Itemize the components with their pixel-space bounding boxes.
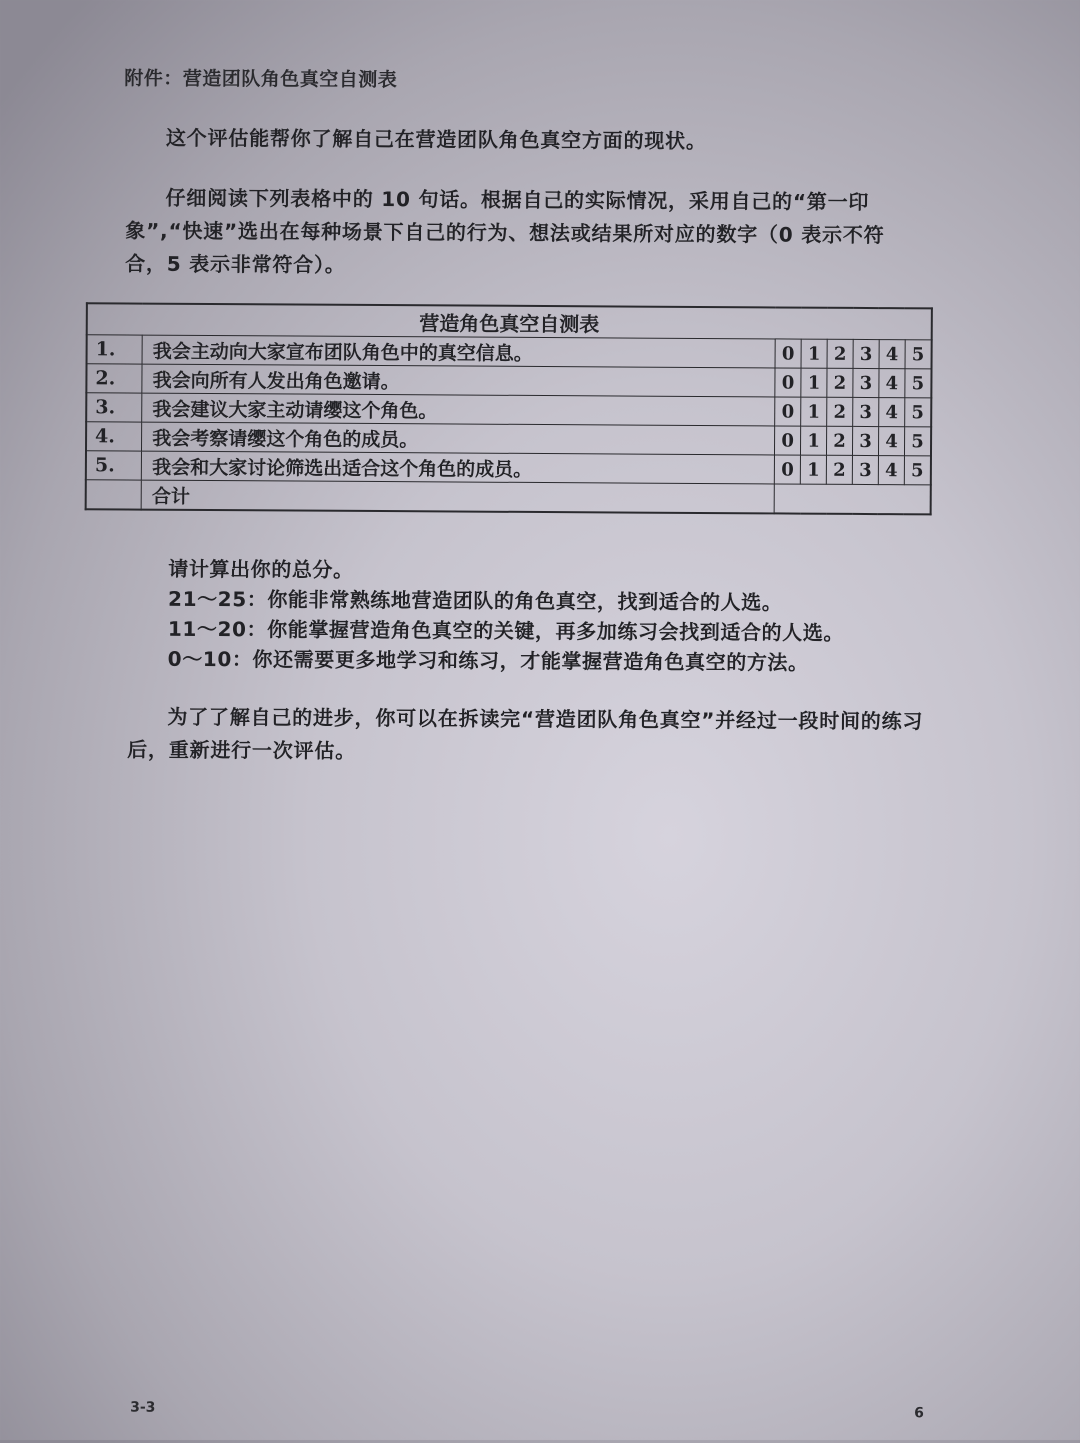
score-option-0[interactable]: 0 — [774, 455, 800, 484]
score-option-4[interactable]: 4 — [879, 340, 905, 369]
score-option-1[interactable]: 1 — [801, 368, 827, 397]
score-option-5[interactable]: 5 — [904, 427, 931, 456]
score-option-2[interactable]: 2 — [827, 339, 853, 368]
table-caption: 营造角色真空自测表 — [87, 303, 932, 340]
total-label: 合计 — [141, 480, 774, 513]
score-option-4[interactable]: 4 — [879, 398, 905, 427]
score-option-5[interactable]: 5 — [905, 369, 932, 398]
score-option-4[interactable]: 4 — [878, 456, 904, 485]
row-statement: 我会向所有人发出角色邀请。 — [142, 364, 775, 397]
score-option-2[interactable]: 2 — [827, 397, 853, 426]
score-option-3[interactable]: 3 — [852, 455, 878, 484]
score-option-0[interactable]: 0 — [775, 397, 801, 426]
score-option-2[interactable]: 2 — [826, 455, 852, 484]
score-option-5[interactable]: 5 — [905, 398, 932, 427]
total-value-cell[interactable] — [774, 484, 931, 514]
score-option-5[interactable]: 5 — [904, 456, 931, 485]
intro-paragraph: 这个评估能帮你了解自己在营造团队角色真空方面的现状。 — [165, 125, 707, 154]
score-option-5[interactable]: 5 — [905, 340, 932, 369]
score-option-1[interactable]: 1 — [800, 455, 826, 484]
score-option-3[interactable]: 3 — [853, 397, 879, 426]
score-option-0[interactable]: 0 — [775, 339, 801, 368]
instructions-paragraph: 仔细阅读下列表格中的 10 句话。根据自己的实际情况，采用自己的“第一印象”,“快速”选出在每种场景下自己的行为、想法或结果所对应的数字（0 表示不符合，5 表示非常符合）。 — [125, 185, 885, 277]
row-statement: 我会主动向大家宣布团队角色中的真空信息。 — [142, 335, 775, 368]
score-option-0[interactable]: 0 — [775, 368, 801, 397]
row-number: 5. — [86, 451, 142, 480]
footer-section-label: 3-3 — [130, 1399, 156, 1416]
scoring-guide — [168, 554, 949, 679]
total-row — [86, 480, 931, 515]
row-statement: 我会建议大家主动请缨这个角色。 — [142, 393, 775, 426]
score-option-3[interactable]: 3 — [852, 426, 878, 455]
self-test-table — [85, 302, 933, 515]
scoring-level-mid: 11～20：你能掌握营造角色真空的关键，再多加练习会找到适合的人选。 — [167, 616, 845, 645]
row-statement: 我会考察请缨这个角色的成员。 — [142, 422, 775, 455]
row-statement: 我会和大家讨论筛选出适合这个角色的成员。 — [142, 451, 775, 484]
footer-page-number: 6 — [914, 1405, 924, 1422]
closing-paragraph: 为了了解自己的进步，你可以在拆读完“营造团队角色真空”并经过一段时间的练习后，重新进行一次评估。 — [127, 704, 924, 763]
score-option-1[interactable]: 1 — [801, 426, 827, 455]
total-row-number-cell — [86, 480, 142, 510]
score-option-1[interactable]: 1 — [801, 397, 827, 426]
score-option-3[interactable]: 3 — [853, 339, 879, 368]
score-option-2[interactable]: 2 — [827, 426, 853, 455]
score-option-3[interactable]: 3 — [853, 368, 879, 397]
score-option-1[interactable]: 1 — [801, 339, 827, 368]
row-number: 3. — [86, 393, 142, 422]
row-number: 4. — [86, 422, 142, 451]
scoring-level-high: 21～25：你能非常熟练地营造团队的角色真空，找到适合的人选。 — [168, 586, 783, 615]
scoring-prompt: 请计算出你的总分。 — [168, 556, 354, 582]
score-option-0[interactable]: 0 — [775, 426, 801, 455]
score-option-4[interactable]: 4 — [879, 369, 905, 398]
scoring-level-low: 0～10：你还需要更多地学习和练习，才能掌握营造角色真空的方法。 — [167, 646, 809, 675]
score-option-2[interactable]: 2 — [827, 368, 853, 397]
row-number: 1. — [87, 335, 143, 364]
row-number: 2. — [86, 364, 142, 393]
score-option-4[interactable]: 4 — [878, 427, 904, 456]
document-title: 附件：营造团队角色真空自测表 — [124, 67, 398, 92]
